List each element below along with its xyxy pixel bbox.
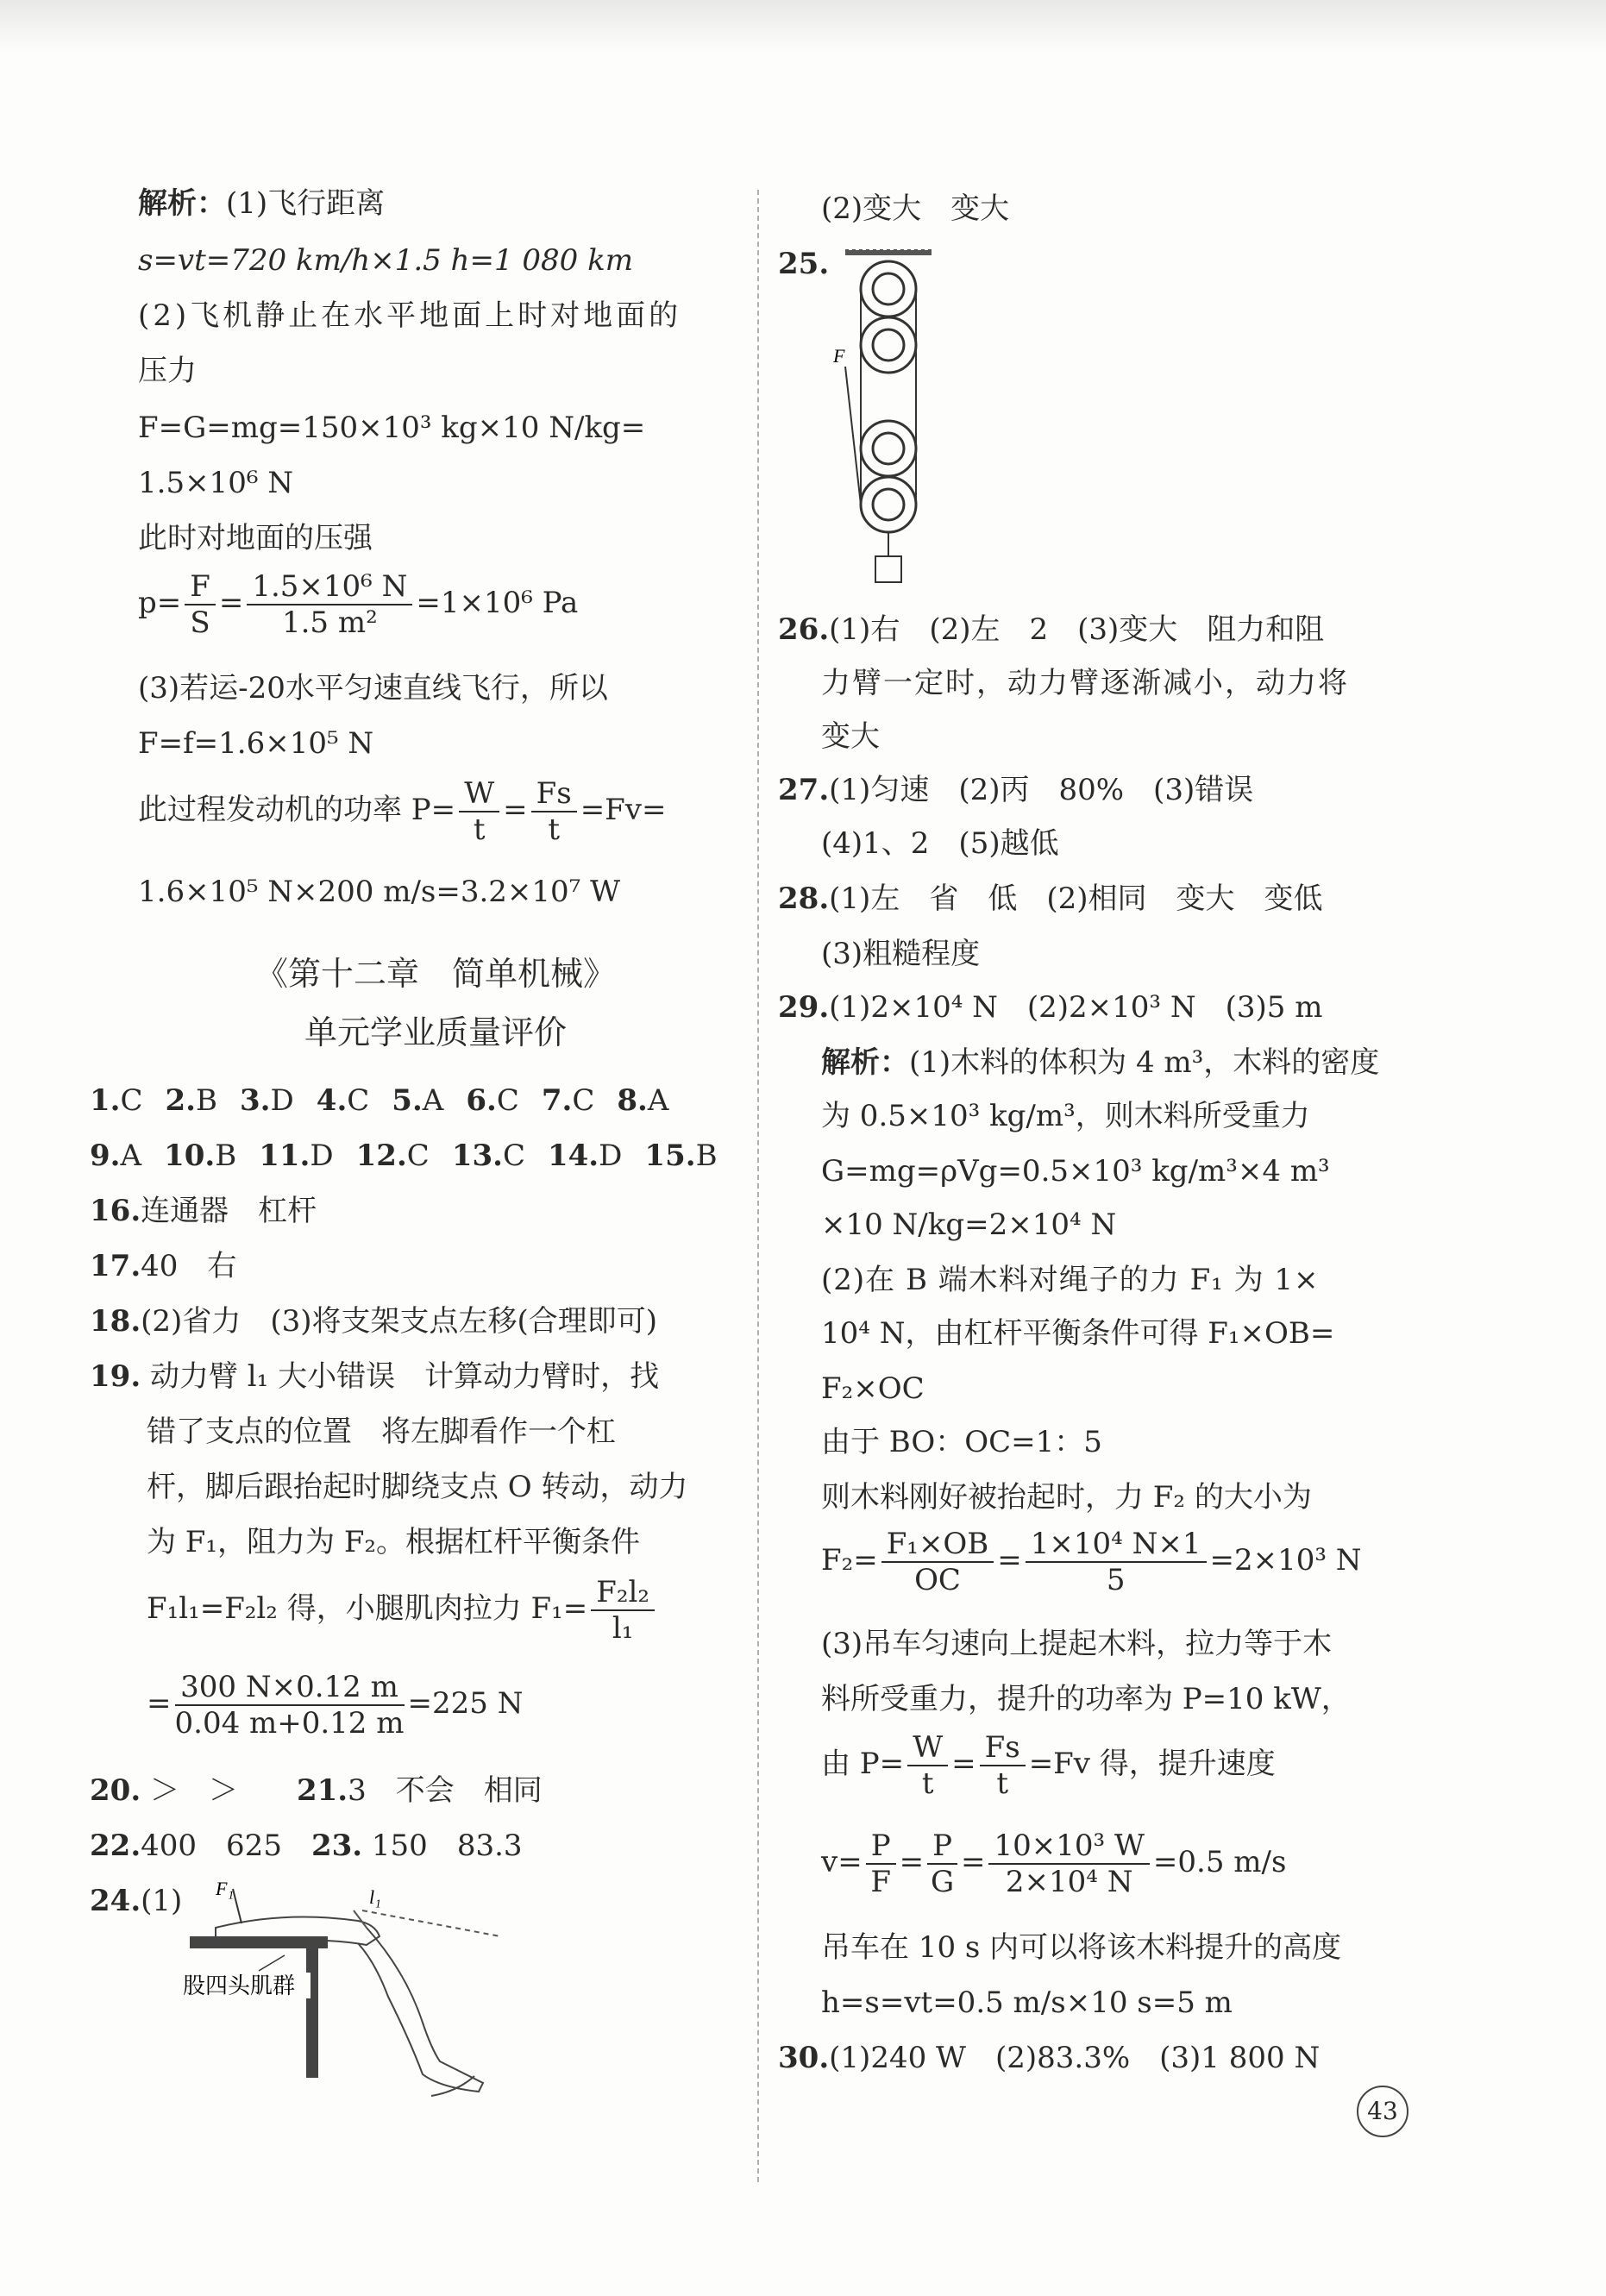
choice-letter: B bbox=[196, 1083, 218, 1118]
answer-line: F=G=mg=150×10³ kg×10 N/kg= bbox=[138, 411, 646, 445]
fixed-pulley-2 bbox=[861, 317, 916, 373]
answer-line: 1.5×10⁶ N bbox=[138, 466, 294, 500]
page-top-shade bbox=[0, 0, 1606, 52]
question-number: 8. bbox=[617, 1083, 648, 1118]
answer-line: 为 0.5×10³ kg/m³，则木料所受重力 bbox=[821, 1099, 1310, 1133]
f2-formula: F₂= $\frac{\text{F₁×OB}}{OC}$ = $\frac{\text{1×10⁴ N×1}}{5}$ =2×10³ N bbox=[821, 1527, 1362, 1597]
question-number: 4. bbox=[316, 1083, 348, 1118]
pressure-formula: p= $\frac{F}{S}$ = $\frac{\text{1.5×10⁶ N}}{\text{1.5 m²}}$ =1×10⁶ Pa bbox=[138, 569, 579, 640]
fixed-pulley-1 bbox=[861, 261, 916, 317]
speed-formula: v= $\frac{P}{F}$ = $\frac{P}{G}$ = $\frac{\text{10×10³ W}}{\text{2×10⁴ N}}$ =0.5 m/s bbox=[821, 1829, 1287, 1899]
answer-line: 解析：(1)木料的体积为 4 m³，木料的密度 bbox=[821, 1045, 1380, 1080]
choice-answer bbox=[644, 1139, 717, 1173]
fixed-pulley-2-inner bbox=[873, 329, 904, 361]
choice-answer bbox=[259, 1139, 333, 1173]
movable-pulley-2-inner bbox=[873, 489, 904, 520]
leg-lever-figure bbox=[181, 1876, 509, 2109]
choice-letter: C bbox=[502, 1139, 525, 1173]
question-number: 11. bbox=[259, 1139, 311, 1173]
choice-answer bbox=[240, 1083, 294, 1118]
question-number: 3. bbox=[240, 1083, 271, 1118]
answer-24: 24.(1) bbox=[90, 1884, 183, 1918]
answer-line: 压力 bbox=[138, 354, 197, 388]
force-arrow bbox=[233, 1889, 242, 1923]
choice-letter: A bbox=[647, 1083, 669, 1118]
question-number: 9. bbox=[90, 1139, 121, 1173]
choice-letter: C bbox=[120, 1083, 143, 1118]
answer-line: 10⁴ N，由杠杆平衡条件可得 F₁×OB= bbox=[821, 1316, 1335, 1351]
arm-marker bbox=[354, 1910, 367, 1928]
answer-line: s=vt=720 km/h×1.5 h=1 080 km bbox=[138, 243, 633, 278]
question-number: 1. bbox=[90, 1083, 121, 1118]
choice-answers-row-1 bbox=[90, 1082, 691, 1120]
answer-line: (4)1、2 (5)越低 bbox=[821, 826, 1059, 861]
answer-line: (3)若运-20水平匀速直线飞行，所以 bbox=[138, 671, 608, 706]
answer-line: 1.6×10⁵ N×200 m/s=3.2×10⁷ W bbox=[138, 875, 621, 909]
question-number: 12. bbox=[355, 1139, 407, 1173]
choice-letter: C bbox=[347, 1083, 370, 1118]
question-number: 13. bbox=[451, 1139, 503, 1173]
answer-line: G=mg=ρVg=0.5×10³ kg/m³×4 m³ bbox=[821, 1154, 1330, 1189]
question-number: 5. bbox=[392, 1083, 423, 1118]
choice-letter: C bbox=[406, 1139, 430, 1173]
choice-letter: A bbox=[422, 1083, 444, 1118]
answer-line: 变大 bbox=[821, 719, 880, 754]
force-f-label: F bbox=[833, 345, 845, 367]
chapter-title: 《第十二章 简单机械》 bbox=[254, 955, 616, 993]
choice-answer bbox=[452, 1139, 525, 1173]
pull-rope bbox=[845, 367, 861, 505]
answer-19: 19. 动力臂 l₁ 大小错误 计算动力臂时，找 bbox=[90, 1359, 660, 1394]
answer-29: 29.(1)2×10⁴ N (2)2×10³ N (3)5 m bbox=[778, 990, 1323, 1025]
muscle-force-result: = $\frac{300 N\times 0.12 m}{0.04 m+0.12 m}$ =225 N bbox=[147, 1670, 524, 1741]
answer-25: 25. bbox=[778, 247, 830, 281]
choice-letter: A bbox=[120, 1139, 142, 1173]
answer-line: 错了支点的位置 将左脚看作一个杠 bbox=[147, 1415, 616, 1449]
question-number: 2. bbox=[165, 1083, 197, 1118]
movable-pulley-2 bbox=[861, 477, 916, 532]
answer-line: 此时对地面的压强 bbox=[138, 521, 373, 555]
answer-line: F₂×OC bbox=[821, 1371, 925, 1406]
choice-answer bbox=[317, 1083, 370, 1118]
answer-line: (3)吊车匀速向上提起木料，拉力等于木 bbox=[821, 1627, 1333, 1661]
choice-letter: D bbox=[270, 1083, 294, 1118]
answer-26: 26.(1)右 (2)左 2 (3)变大 阻力和阻 bbox=[778, 612, 1325, 647]
column-divider bbox=[757, 190, 759, 2182]
table-leg bbox=[306, 1948, 318, 2078]
answer-28: 28.(1)左 省 低 (2)相同 变大 变低 bbox=[778, 881, 1323, 916]
choice-answer bbox=[166, 1083, 218, 1118]
fixed-pulley-1-inner bbox=[873, 273, 904, 304]
page-number: 43 bbox=[1357, 2086, 1408, 2137]
choice-letter: B bbox=[215, 1139, 237, 1173]
answer-16: 16.连通器 杠杆 bbox=[90, 1194, 317, 1228]
answer-line: 杆，脚后跟抬起时脚绕支点 O 转动，动力 bbox=[147, 1470, 688, 1504]
answer-17: 17.40 右 bbox=[90, 1249, 237, 1283]
choice-letter: D bbox=[599, 1139, 623, 1173]
pulley-system-figure bbox=[828, 246, 957, 591]
chapter-subtitle: 单元学业质量评价 bbox=[304, 1013, 567, 1051]
movable-pulley-1 bbox=[861, 421, 916, 476]
answer-line: 吊车在 10 s 内可以将该木料提升的高度 bbox=[821, 1930, 1342, 1965]
answer-line: ×10 N/kg=2×10⁴ N bbox=[821, 1208, 1117, 1242]
answer-line: (2)飞机静止在水平地面上时对地面的 bbox=[138, 298, 682, 333]
choice-answer bbox=[164, 1139, 236, 1173]
question-number: 14. bbox=[547, 1139, 599, 1173]
movable-pulley-1-inner bbox=[873, 433, 904, 464]
choice-answer bbox=[617, 1083, 668, 1118]
question-number: 7. bbox=[541, 1083, 573, 1118]
answer-line: F=f=1.6×10⁵ N bbox=[138, 726, 374, 761]
answer-line: (2)在 B 端木料对绳子的力 F₁ 为 1× bbox=[821, 1263, 1320, 1297]
answer-20-21: 20. ＞ ＞ 21.3 不会 相同 bbox=[90, 1773, 543, 1808]
choice-answer bbox=[542, 1083, 595, 1118]
answer-line: 解析：(1)飞行距离 bbox=[138, 186, 386, 221]
question-number: 6. bbox=[466, 1083, 497, 1118]
answer-24-2: (2)变大 变大 bbox=[821, 191, 1010, 226]
answer-line: h=s=vt=0.5 m/s×10 s=5 m bbox=[821, 1985, 1233, 2020]
label-pointer bbox=[259, 1955, 285, 1971]
load bbox=[875, 556, 901, 582]
answer-line: 料所受重力，提升的功率为 P=10 kW， bbox=[821, 1682, 1351, 1716]
answer-27: 27.(1)匀速 (2)丙 80% (3)错误 bbox=[778, 773, 1254, 807]
choice-letter: C bbox=[572, 1083, 595, 1118]
choice-answer bbox=[356, 1139, 430, 1173]
question-number: 10. bbox=[164, 1139, 216, 1173]
power-formula: 此过程发动机的功率 P= $\frac{W}{t}$ = $\frac{Fs}{t}$ =Fv= bbox=[138, 776, 667, 847]
choice-letter: B bbox=[695, 1139, 718, 1173]
choice-answer bbox=[392, 1083, 443, 1118]
answer-22-23: 22.400 625 23. 150 83.3 bbox=[90, 1829, 523, 1863]
force-line bbox=[362, 1910, 500, 1936]
choice-answer bbox=[466, 1083, 519, 1118]
rotation-arrow bbox=[431, 2076, 474, 2096]
answer-30: 30.(1)240 W (2)83.3% (3)1 800 N bbox=[778, 2041, 1321, 2075]
lower-leg-outline bbox=[358, 1928, 483, 2092]
choice-answers-row-2 bbox=[90, 1137, 740, 1175]
answer-line: 由于 BO：OC=1：5 bbox=[821, 1425, 1102, 1459]
choice-answer bbox=[90, 1083, 143, 1118]
choice-answer bbox=[548, 1139, 622, 1173]
choice-letter: C bbox=[496, 1083, 519, 1118]
f1-label: F₁ bbox=[216, 1878, 235, 1899]
question-number: 15. bbox=[644, 1139, 696, 1173]
answer-line: 力臂一定时，动力臂逐渐减小，动力将 bbox=[821, 666, 1349, 700]
answer-18: 18.(2)省力 (3)将支架支点左移(合理即可) bbox=[90, 1304, 658, 1339]
speed-derivation: 由 P= $\frac{W}{t}$ = $\frac{Fs}{t}$ =Fv 得，提升速度 bbox=[821, 1730, 1276, 1801]
choice-letter: D bbox=[310, 1139, 334, 1173]
answer-line: 为 F₁，阻力为 F₂。根据杠杆平衡条件 bbox=[147, 1525, 641, 1559]
answer-line: 则木料刚好被抬起时，力 F₂ 的大小为 bbox=[821, 1480, 1312, 1515]
choice-answer bbox=[90, 1139, 141, 1173]
muscle-label: 股四头肌群 bbox=[183, 1973, 296, 1999]
answer-line: (3)粗糙程度 bbox=[821, 937, 981, 971]
muscle-force-formula: F₁l₁=F₂l₂ 得，小腿肌肉拉力 F₁= $\frac{\text{F₂l₂}}{\text{l₁}}$ bbox=[147, 1575, 658, 1646]
l1-label: l₁ bbox=[369, 1886, 381, 1908]
